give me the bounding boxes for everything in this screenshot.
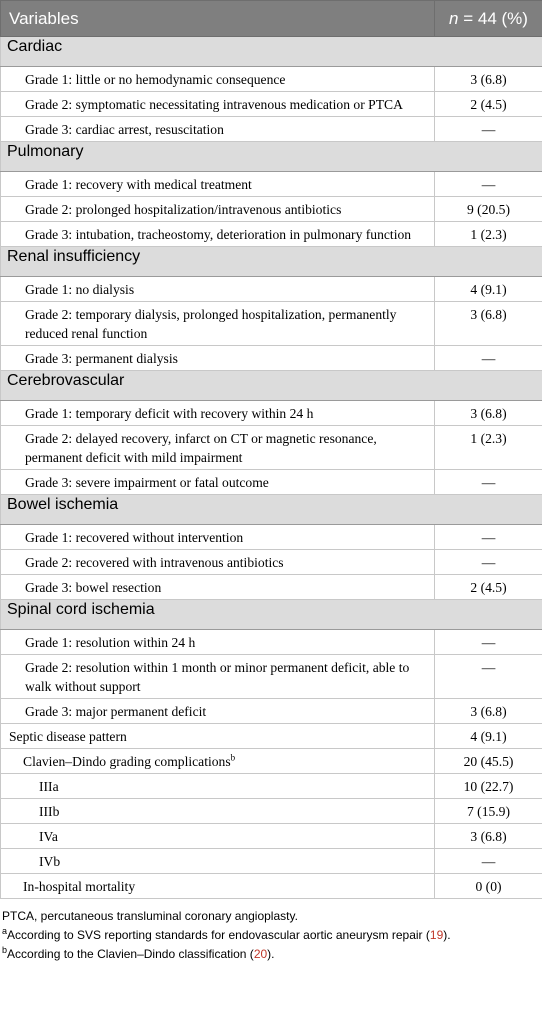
footnote-a-ref-link[interactable]: 19	[429, 928, 444, 942]
table-row: Grade 3: bowel resection 2 (4.5)	[1, 575, 542, 600]
table-row-septic: Septic disease pattern 4 (9.1)	[1, 724, 542, 749]
footnote-a-mark: a	[2, 926, 8, 936]
table-row-iiib: IIIb 7 (15.9)	[1, 799, 542, 824]
header-n-italic: n	[449, 8, 459, 28]
clavien-label: Clavien–Dindo grading complications	[23, 754, 231, 769]
table-row: Grade 2: delayed recovery, infarct on CT or magnetic resonance, permanent deficit with mild impairment 1 (2.3)	[1, 426, 542, 470]
table-row: Grade 1: no dialysis 4 (9.1)	[1, 277, 542, 302]
clavien-footnote-mark: b	[230, 752, 236, 763]
footnote-b	[2, 945, 540, 964]
section-header-pulmonary: Pulmonary	[1, 142, 542, 172]
table-row-iiia: IIIa 10 (22.7)	[1, 774, 542, 799]
table-row-mortality: In-hospital mortality 0 (0)	[1, 874, 542, 899]
table-row-ivb: IVb —	[1, 849, 542, 874]
footnote-b-text: According to the Clavien–Dindo classification (	[7, 947, 254, 961]
table-body	[1, 37, 542, 899]
table-row: Grade 2: prolonged hospitalization/intravenous antibiotics 9 (20.5)	[1, 197, 542, 222]
header-n-rest: = 44 (%)	[458, 8, 528, 28]
section-header-bowel: Bowel ischemia	[1, 495, 542, 525]
footnote-b-ref-link[interactable]: 20	[253, 947, 268, 961]
section-header-spinal: Spinal cord ischemia	[1, 600, 542, 630]
footnote-a-text: According to SVS reporting standards for endovascular aortic aneurysm repair (	[7, 928, 430, 942]
table-row: Grade 3: intubation, tracheostomy, deterioration in pulmonary function 1 (2.3)	[1, 222, 542, 247]
footnote-abbreviation: PTCA, percutaneous transluminal coronary angioplasty.	[2, 909, 298, 923]
table-row-iva: IVa 3 (6.8)	[1, 824, 542, 849]
header-variables: Variables	[1, 1, 435, 37]
table-row: Grade 2: resolution within 1 month or minor permanent deficit, able to walk without support —	[1, 655, 542, 699]
table-footnotes	[0, 899, 542, 964]
section-header-cardiac: Cardiac	[1, 37, 542, 67]
section-header-renal: Renal insufficiency	[1, 247, 542, 277]
table-row: Grade 2: temporary dialysis, prolonged hospitalization, permanently reduced renal function 3 (6.8)	[1, 302, 542, 346]
table-header-row	[1, 1, 542, 37]
table-row: Grade 3: cardiac arrest, resuscitation —	[1, 117, 542, 142]
table-row: Grade 2: symptomatic necessitating intravenous medication or PTCA 2 (4.5)	[1, 92, 542, 117]
footnote-b-mark: b	[2, 945, 8, 955]
footnote-a-end: ).	[443, 928, 451, 942]
section-header-cerebrovascular: Cerebrovascular	[1, 371, 542, 401]
footnote-a	[2, 926, 540, 945]
table-row-clavien: Clavien–Dindo grading complications$^b$ 20 (45.5)	[1, 749, 542, 774]
table-row: Grade 1: temporary deficit with recovery within 24 h 3 (6.8)	[1, 401, 542, 426]
table-row: Grade 1: little or no hemodynamic consequence 3 (6.8)	[1, 67, 542, 92]
table-row: Grade 1: recovery with medical treatment —	[1, 172, 542, 197]
table-row: Grade 1: resolution within 24 h —	[1, 630, 542, 655]
table-row: Grade 3: severe impairment or fatal outcome —	[1, 470, 542, 495]
table-row: Grade 3: major permanent deficit 3 (6.8)	[1, 699, 542, 724]
footnote-b-end: ).	[267, 947, 275, 961]
header-n	[435, 1, 542, 37]
table-row: Grade 2: recovered with intravenous antibiotics —	[1, 550, 542, 575]
table-row: Grade 3: permanent dialysis —	[1, 346, 542, 371]
table-row: Grade 1: recovered without intervention —	[1, 525, 542, 550]
